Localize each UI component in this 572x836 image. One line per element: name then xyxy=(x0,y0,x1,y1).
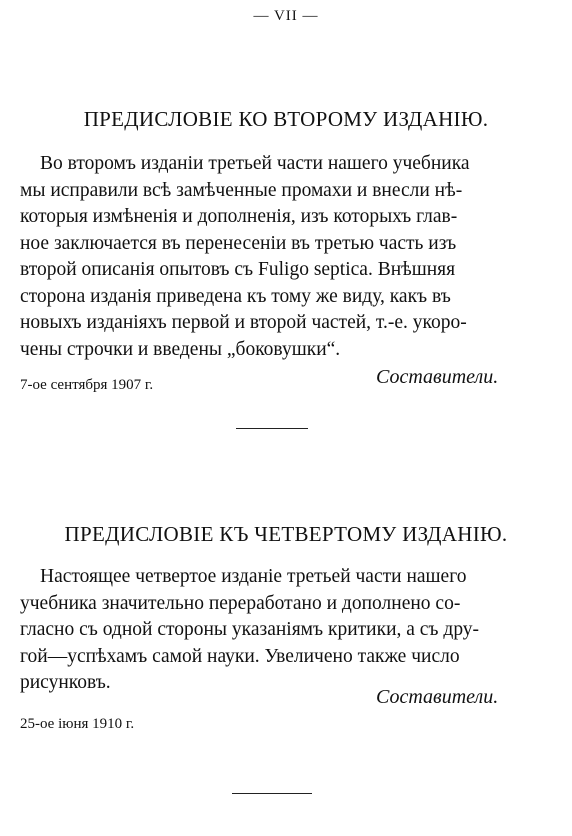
page-number: — VII — xyxy=(253,8,319,24)
paragraph-line: гласно съ одной стороны указаніямъ критики, а съ дру- xyxy=(20,619,480,640)
paragraph-line: второй описанія опытовъ съ Fuligo septica. Внѣшняя xyxy=(20,259,456,280)
paragraph-line: сторона изданія приведена къ тому же виду, какъ въ xyxy=(20,285,451,307)
section-divider xyxy=(236,428,308,429)
preface-heading-fourth-edition: ПРЕДИСЛОВІЕ КЪ ЧЕТВЕРТОМУ ИЗДАНІЮ. xyxy=(64,522,508,546)
paragraph-line: Во второмъ изданіи третьей части нашего учебника xyxy=(40,153,470,174)
signature-authors: Составители. xyxy=(376,366,499,388)
paragraph-line: мы исправили всѣ замѣченные промахи и внесли нѣ- xyxy=(20,179,463,201)
section-divider xyxy=(232,793,312,794)
preface-paragraph-second-edition xyxy=(20,151,554,363)
paragraph-line: новыхъ изданіяхъ первой и второй частей, т.-е. укоро- xyxy=(20,312,467,333)
paragraph-line: учебника значительно переработано и дополнено со- xyxy=(20,592,461,614)
preface-heading-second-edition: ПРЕДИСЛОВІЕ КО ВТОРОМУ ИЗДАНІЮ. xyxy=(83,107,489,131)
paragraph-line: рисунковъ. xyxy=(20,672,111,693)
preface-date: 7-ое сентября 1907 г. xyxy=(20,377,154,393)
paragraph-line: чены строчки и введены „боковушки“. xyxy=(20,338,341,360)
paragraph-line: которыя измѣненія и дополненія, изъ которыхъ глав- xyxy=(20,206,458,227)
preface-paragraph-fourth-edition xyxy=(20,564,554,697)
paragraph-line: ное заключается въ перенесеніи въ третью часть изъ xyxy=(20,232,457,254)
signature-authors: Составители. xyxy=(376,686,499,708)
paragraph-line: гой—успѣхамъ самой науки. Увеличено также число xyxy=(20,645,460,667)
paragraph-line: Настоящее четвертое изданіе третьей части нашего xyxy=(40,566,467,587)
preface-date: 25-ое іюня 1910 г. xyxy=(20,716,135,732)
